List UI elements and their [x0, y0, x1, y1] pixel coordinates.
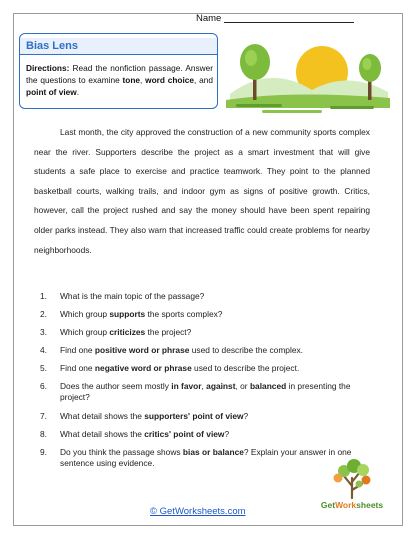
question-number: 1.	[40, 291, 47, 301]
question-text: Find one negative word or phrase used to describe the project.	[60, 363, 300, 374]
question-number: 8.	[40, 428, 47, 439]
question-number: 7.	[40, 410, 47, 421]
name-field[interactable]	[196, 13, 354, 24]
getworksheets-link[interactable]: © GetWorksheets.com	[150, 506, 246, 517]
worksheet-title: Bias Lens	[20, 38, 217, 55]
logo-wordmark: GetWorksheets	[320, 500, 384, 510]
park-illustration	[222, 34, 392, 116]
question-item	[40, 429, 374, 440]
directions-bold: word choice	[145, 75, 195, 85]
question-text: Which group supports the sports complex?	[60, 309, 223, 320]
tree-logo-icon	[314, 458, 390, 500]
question-text: What detail shows the critics' point of view?	[60, 428, 230, 439]
question-text: What is the main topic of the passage?	[60, 291, 205, 301]
question-item	[40, 363, 374, 374]
question-number: 4.	[40, 345, 47, 356]
question-text: Find one positive word or phrase used to describe the complex.	[60, 345, 303, 356]
grass-stripe	[262, 110, 322, 113]
directions	[26, 62, 213, 98]
question-text: What detail shows the supporters' point of view?	[60, 410, 249, 421]
question-item	[40, 309, 374, 320]
grass-stripe	[330, 106, 374, 109]
question-number: 5.	[40, 363, 47, 374]
directions-text: , and	[194, 75, 213, 85]
question-text: Does the author seem mostly in favor, against, or balanced in presenting the project?	[60, 381, 351, 403]
passage-text: Last month, the city approved the construction of a new community sports complex near the river. Supporters describe the project as a smart investment that will give students a safe place to exercise and practice teamwork. They point to the planned basketball courts, walking trails, and indoor gym as signs of positive growth. Critics, however, call the project rushed and say the money should have been spent repairing older parks instead. They also warn that increased traffic could create problems for nearby neighborhoods.	[34, 127, 370, 255]
question-list	[40, 291, 374, 476]
question-number: 6.	[40, 381, 47, 392]
directions-bold: point of view	[26, 87, 77, 97]
question-text: Which group criticizes the project?	[60, 327, 192, 338]
name-underline	[224, 22, 354, 23]
question-item	[40, 327, 374, 338]
question-number: 3.	[40, 327, 47, 338]
question-text: Do you think the passage shows bias or balance? Explain your answer in one sentence using evidence.	[60, 446, 352, 468]
nonfiction-passage	[34, 123, 370, 260]
question-item	[40, 381, 374, 403]
getworksheets-logo	[314, 458, 390, 518]
question-item	[40, 345, 374, 356]
directions-label: Directions:	[26, 63, 70, 73]
directions-bold: tone	[122, 75, 141, 85]
directions-text: .	[76, 87, 80, 97]
directions-text: Read the nonfiction passage. Answer the questions to examine	[26, 63, 213, 85]
name-label: Name	[196, 13, 222, 24]
question-number: 9.	[40, 446, 47, 457]
header-box	[19, 33, 218, 109]
question-number: 2.	[40, 309, 47, 320]
question-item	[40, 291, 374, 302]
question-item	[40, 411, 374, 422]
directions-text: ,	[140, 75, 146, 85]
grass-stripe	[236, 104, 282, 107]
